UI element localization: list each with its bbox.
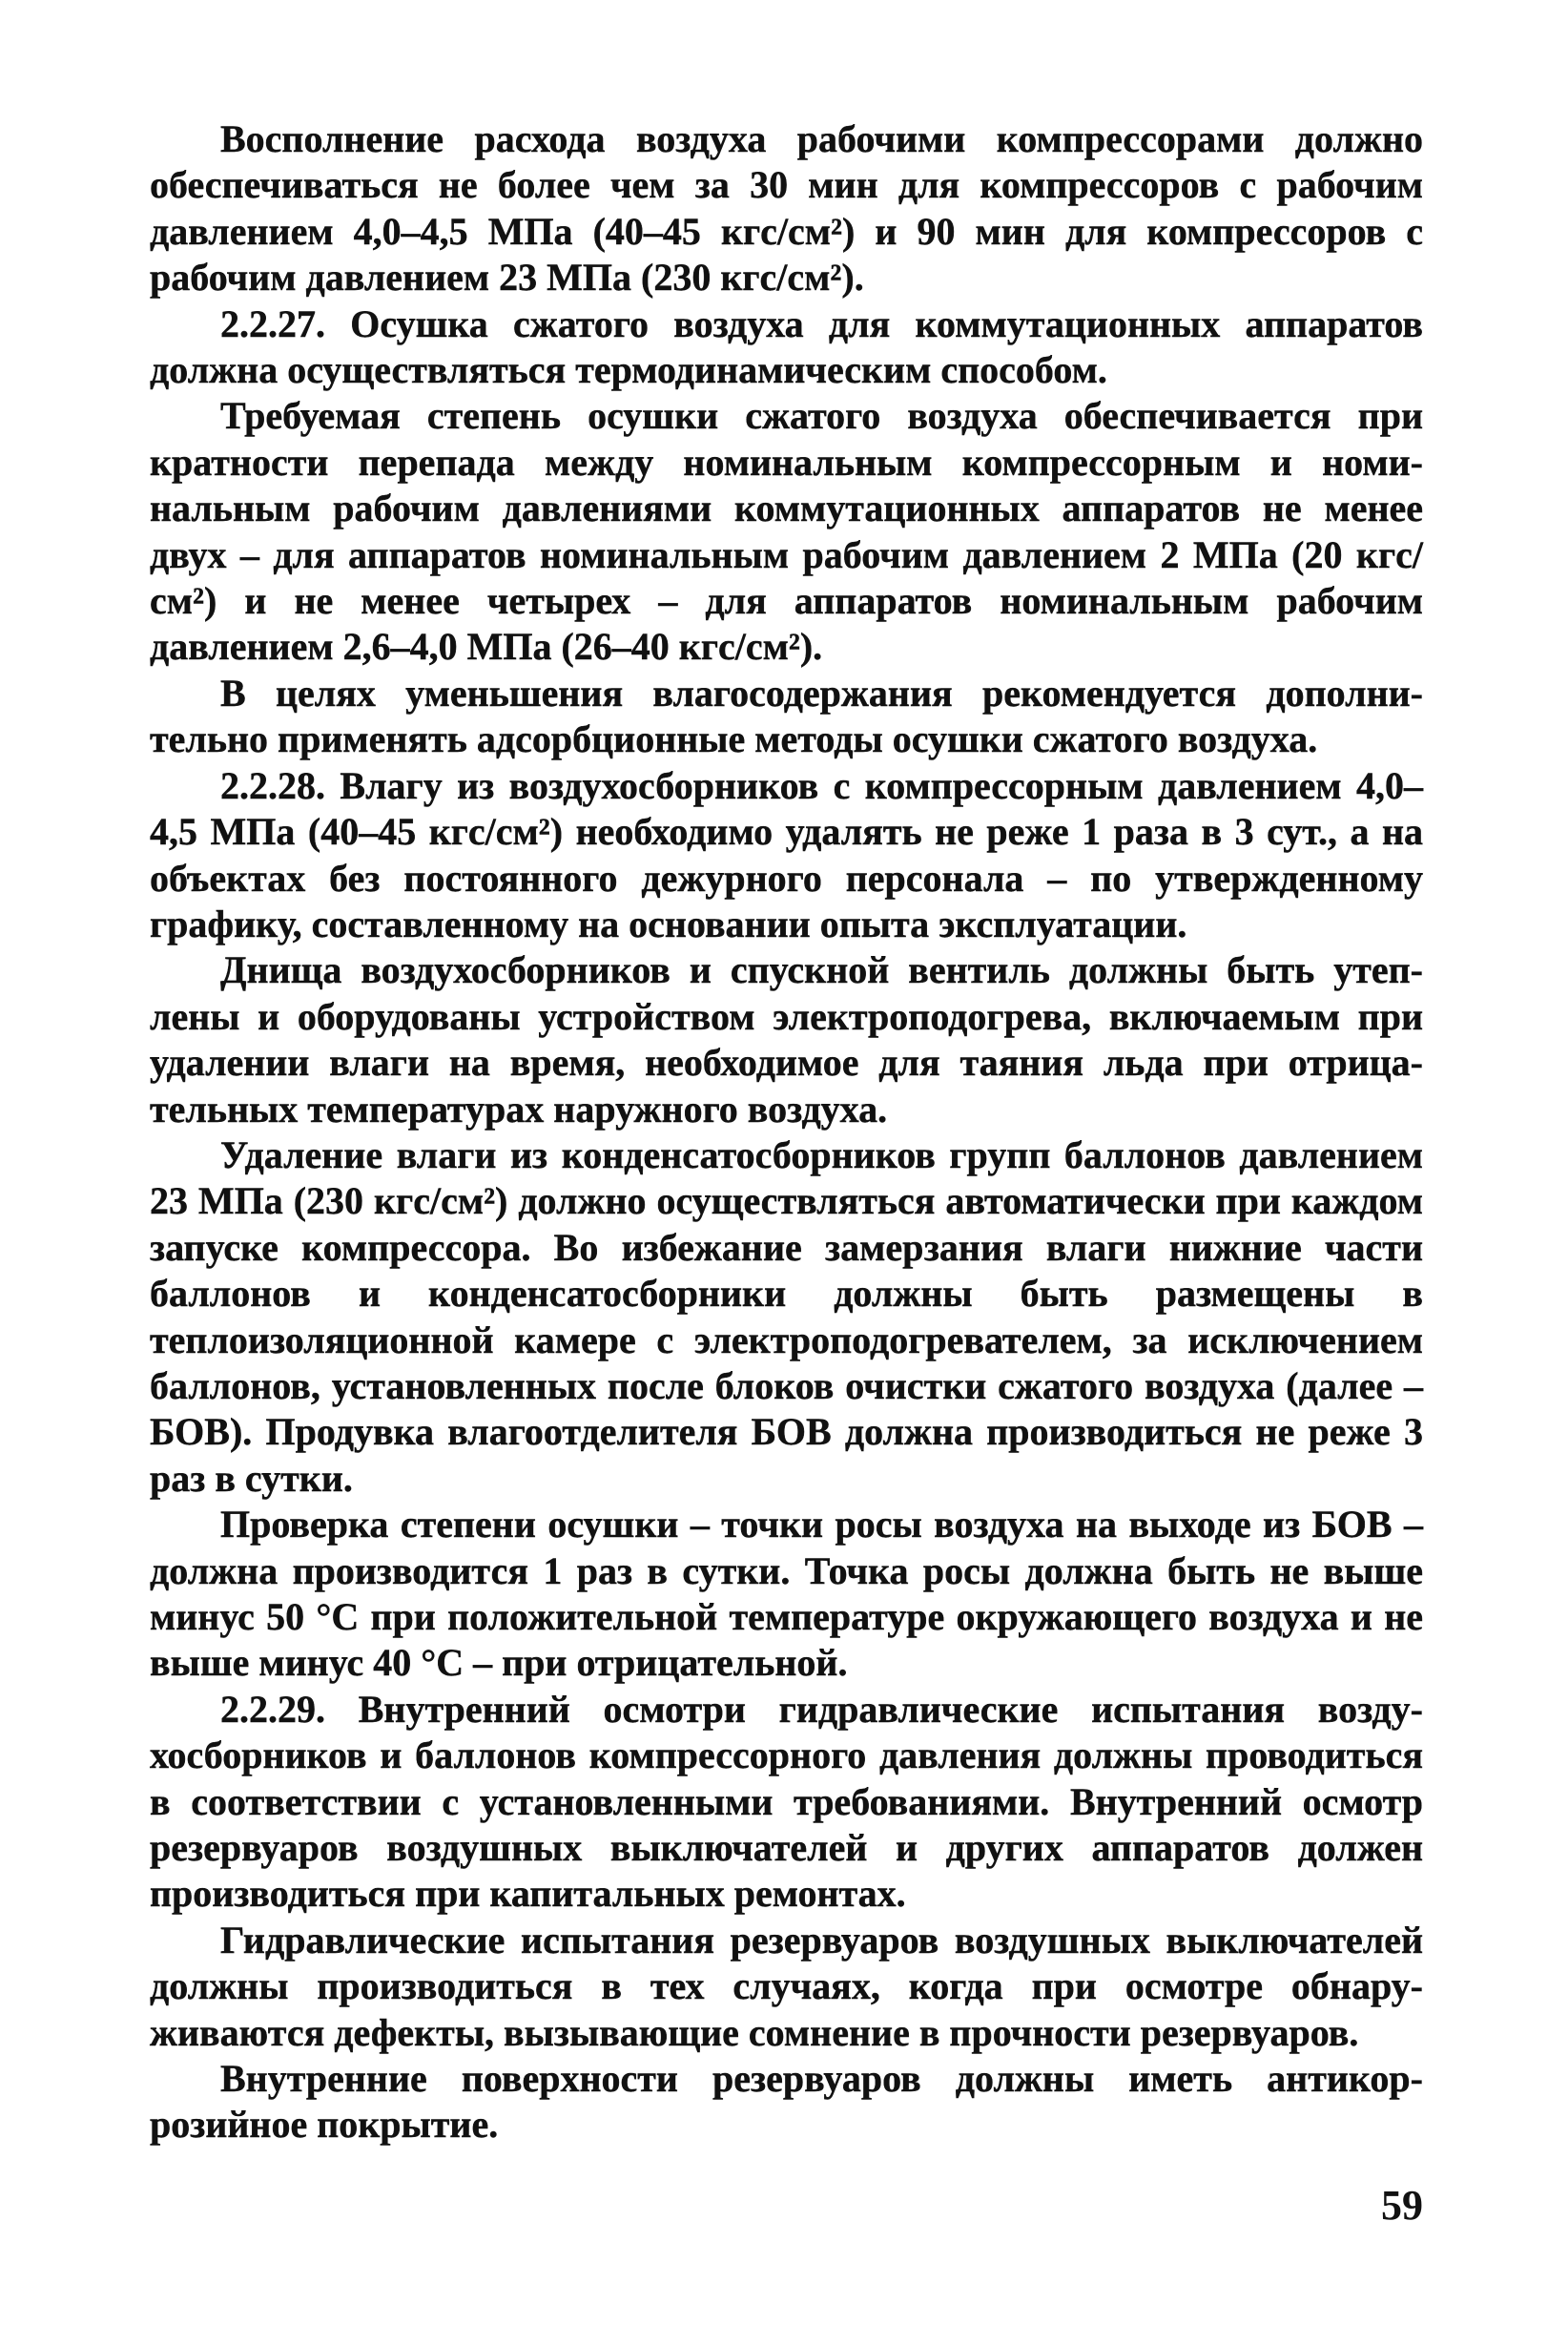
paragraph-text: Проверка степени осушки – точки росы воздуха на выходе из БОВ – должна производится 1 раз в сутки. Точка росы должна быть не выше минус 50 °С при положительной температуре окружающего воздуха и не выше минус 40 °С – при отрицательной. bbox=[150, 1503, 1423, 1685]
section-number: 2.2.28. bbox=[220, 763, 325, 807]
paragraph-2-2-27 bbox=[150, 301, 1423, 394]
paragraph-2-2-29 bbox=[150, 1687, 1423, 1918]
paragraph-text: Требуемая степень осушки сжатого воздуха обеспечивается при кратности перепада между номинальным компрессорным и номинальным рабочим давлениями коммутационных аппаратов не менее двух – для аппаратов номинальным рабочим давлением 2 МПа (20 кгс/см²) и не менее четырех – для аппаратов номинальным рабочим давлением 2,6–4,0 МПа (26–40 кгс/см²). bbox=[150, 394, 1423, 669]
paragraph-text: Днища воздухосборников и спускной вентиль должны быть утеплены и оборудованы устройством электроподогрева, включаемым при удалении влаги на время, необходимое для таяния льда при отрицательных температурах наружного воздуха. bbox=[150, 948, 1423, 1131]
paragraph bbox=[150, 1132, 1423, 1502]
paragraph bbox=[150, 671, 1423, 763]
paragraph-text: Осушка сжатого воздуха для коммутационных аппаратов должна осуществляться термодинамическим способом. bbox=[150, 301, 1424, 392]
paragraph-text: Гидравлические испытания резервуаров воздушных выключателей должны производиться в тех случаях, когда при осмотре обнаруживаются дефекты, вызывающие сомнение в прочности резервуаров. bbox=[150, 1918, 1423, 2054]
paragraph bbox=[150, 1918, 1423, 2056]
paragraph-text: Внутренние поверхности резервуаров должны иметь антикоррозийное покрытие. bbox=[150, 2057, 1423, 2147]
paragraph-text: Восполнение расхода воздуха рабочими компрессорами должно обеспечиваться не более чем за 30 мин для компрессоров с рабочим давлением 4,0–4,5 МПа (40–45 кгс/см²) и 90 мин для компрессоров с рабочим давлением 23 МПа (230 кгс/см²). bbox=[150, 117, 1423, 300]
paragraph bbox=[150, 1502, 1423, 1687]
page-body bbox=[150, 116, 1423, 2149]
paragraph-text: Влагу из воздухосборников с компрессорным давлением 4,0–4,5 МПа (40–45 кгс/см²) необходимо удалять не реже 1 раза в 3 сут., а на объектах без постоянного дежурного персонала – по утвержденному графику, составленному на основании опыта эксплуатации. bbox=[150, 763, 1423, 945]
paragraph-text: В целях уменьшения влагосодержания рекомендуется дополнительно применять адсорбционные методы осушки сжатого воздуха. bbox=[150, 671, 1423, 761]
section-number: 2.2.27. bbox=[220, 301, 325, 345]
paragraph bbox=[150, 393, 1423, 670]
page-number: 59 bbox=[1381, 2182, 1423, 2229]
paragraph bbox=[150, 116, 1423, 301]
section-number: 2.2.29. bbox=[220, 1687, 325, 1731]
paragraph bbox=[150, 2056, 1423, 2149]
paragraph-text: Удаление влаги из конденсатосборников групп баллонов давлением 23 МПа (230 кгс/см²) должно осуществляться автоматически при каждом запуске компрессора. Во избежание замерзания влаги нижние части баллонов и конденсатосборники должны быть размещены в теплоизоляционной камере с электроподогревателем, за исключением баллонов, установленных после блоков очистки сжатого воздуха (далее – БОВ). Продувка влагоотделителя БОВ должна производиться не реже 3 раз в сутки. bbox=[150, 1132, 1423, 1500]
paragraph bbox=[150, 947, 1423, 1132]
paragraph-text: Внутренний осмотри гидравлические испытания воздухосборников и баллонов компрессорного давления должны проводиться в соответствии с установленными требованиями. Внутренний осмотр резервуаров воздушных выключателей и других аппаратов должен производиться при капитальных ремонтах. bbox=[150, 1687, 1423, 1916]
paragraph-2-2-28 bbox=[150, 763, 1423, 948]
